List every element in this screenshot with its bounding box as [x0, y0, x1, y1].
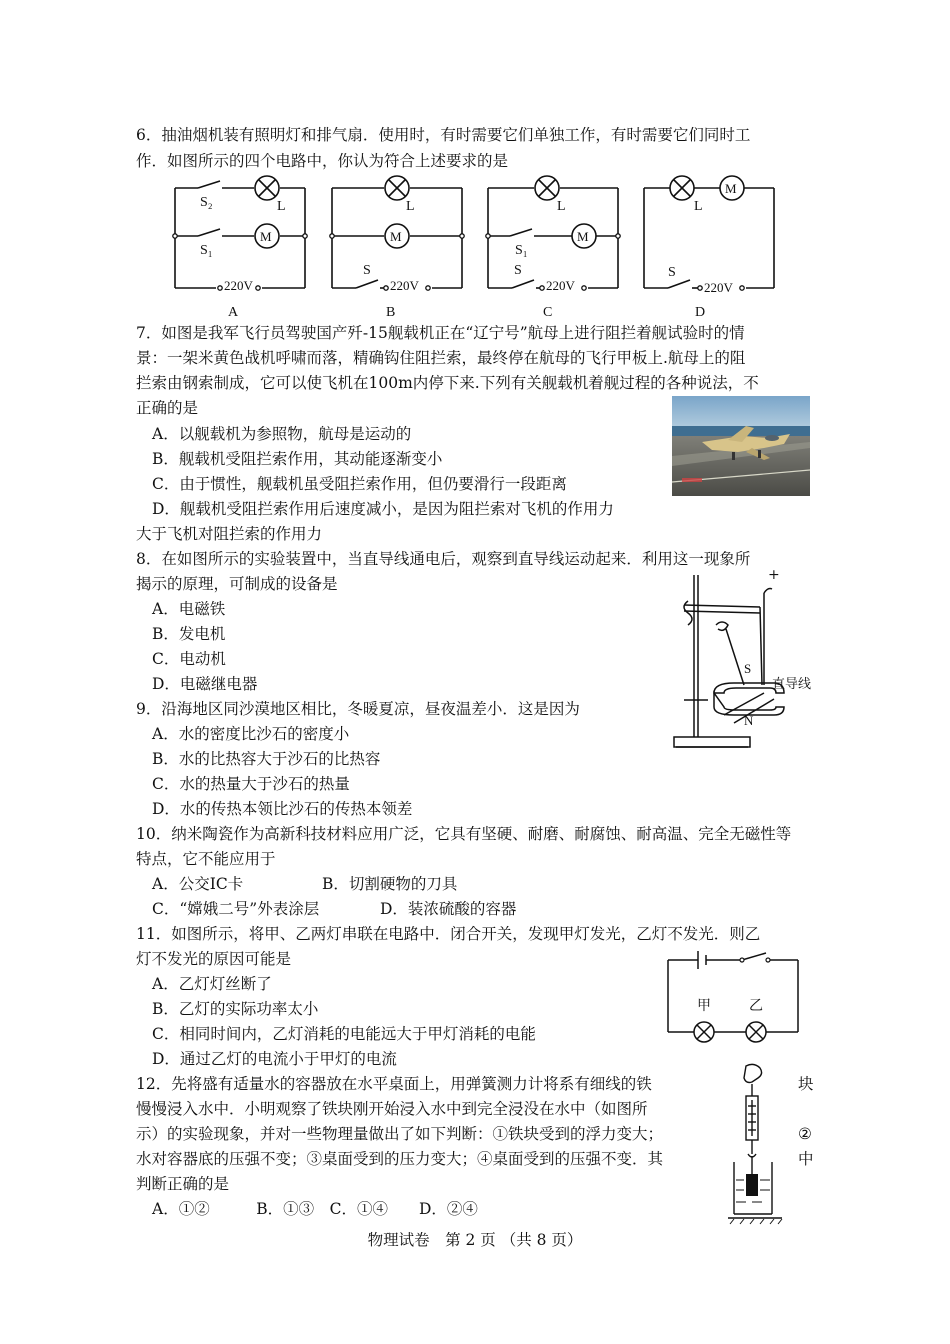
q10-stem-line2: 特点，它不能应用于: [136, 850, 276, 868]
q11-stem-line1: 11．如图所示，将甲、乙两灯串联在电路中．闭合开关，发现甲灯发光，乙灯不发光．则乙: [136, 925, 761, 943]
q7-option-d-cont: 大于飞机对阻拦索的作用力: [136, 525, 323, 543]
label-v-c: 220V: [546, 278, 575, 293]
lamp-yi-label: 乙: [749, 998, 763, 1014]
q7-option-a: A．以舰载机为参照物，航母是运动的: [152, 425, 412, 443]
label-s-b: S: [363, 263, 371, 278]
q10-option-b: B．切割硬物的刀具: [322, 875, 458, 893]
label-m-a: M: [260, 229, 272, 244]
q9-option-c: C．水的热量大于沙石的热量: [152, 775, 350, 793]
q11-stem-line2: 灯不发光的原因可能是: [136, 950, 292, 968]
label-s1-c: S₁: [515, 243, 528, 258]
q11-option-c: C．相同时间内，乙灯消耗的电能远大于甲灯消耗的电能: [152, 1025, 536, 1043]
q12-options: A．①② B．①③ C．①④ D．②④: [152, 1200, 478, 1218]
q12-tail-1: 块: [798, 1075, 814, 1093]
label-s2-a: S₂: [200, 195, 213, 210]
q7-stem-line1: 7．如图是我军飞行员驾驶国产歼-15舰载机正在“辽宁号”航母上进行阻拦着舰试验时的情: [136, 324, 745, 342]
series-lamp-circuit: [664, 948, 804, 1048]
q10-option-a: A．公交IC卡: [152, 875, 244, 893]
q6-stem-line2: 作．如图所示的四个电路中，你认为符合上述要求的是: [136, 152, 509, 170]
q8-option-c: C．电动机: [152, 650, 226, 668]
q10-option-c: C．“嫦娥二号”外表涂层: [152, 900, 320, 918]
wire-magnet-apparatus: [664, 565, 824, 760]
q7-stem-line2: 景：一架米黄色战机呼啸而落，精确钩住阻拦索，最终停在航母的飞行甲板上.航母上的阻: [136, 349, 746, 367]
q10-stem-line1: 10．纳米陶瓷作为高新科技材料应用广泛，它具有坚硬、耐磨、耐腐蚀、耐高温、完全无磁性等: [136, 825, 792, 843]
q11-option-a: A．乙灯灯丝断了: [152, 975, 272, 993]
q6-stem-line1: 6．抽油烟机装有照明灯和排气扇．使用时，有时需要它们单独工作，有时需要它们同时工: [136, 126, 751, 144]
q12-tail-3: 中: [798, 1150, 814, 1168]
north-pole-label: N: [744, 713, 754, 728]
label-l-a: L: [277, 199, 286, 214]
q7-stem-line3: 拦索由钢索制成，它可以使飞机在100m内停下来.下列有关舰载机着舰过程的各种说法，不: [136, 374, 759, 392]
label-b: B: [386, 305, 396, 320]
q7-option-b: B．舰载机受阻拦索作用，其动能逐渐变小: [152, 450, 443, 468]
q8-option-a: A．电磁铁: [152, 600, 226, 618]
label-l-c: L: [557, 199, 566, 214]
label-s-d: S: [668, 265, 676, 280]
label-s-c: S: [514, 263, 522, 278]
label-a: A: [228, 305, 239, 320]
label-d: D: [695, 305, 706, 320]
q9-option-b: B．水的比热容大于沙石的比热容: [152, 750, 381, 768]
q9-stem-line1: 9．沿海地区同沙漠地区相比，冬暖夏凉，昼夜温差小．这是因为: [136, 700, 580, 718]
q12-stem-line1: 12．先将盛有适量水的容器放在水平桌面上，用弹簧测力计将系有细线的铁: [136, 1075, 652, 1093]
q8-stem-line1: 8．在如图所示的实验装置中，当直导线通电后，观察到直导线运动起来．利用这一现象所: [136, 550, 751, 568]
q8-option-b: B．发电机: [152, 625, 226, 643]
label-l-b: L: [406, 199, 415, 214]
q8-option-d: D．电磁继电器: [152, 675, 258, 693]
label-m-d: M: [725, 181, 737, 196]
lamp-jia-label: 甲: [697, 998, 711, 1014]
south-pole-label: S: [744, 661, 752, 676]
q12-stem-line2: 慢慢浸入水中．小明观察了铁块刚开始浸入水中到完全浸没在水中（如图所: [136, 1100, 648, 1118]
q8-stem-line2: 揭示的原理，可制成的设备是: [136, 575, 338, 593]
spring-scale-beaker-figure: [724, 1062, 790, 1228]
label-c: C: [543, 305, 553, 320]
q10-option-d: D．装浓硫酸的容器: [380, 900, 517, 918]
q12-stem-line4: 水对容器底的压强不变；③桌面受到的压力变大；④桌面受到的压强不变．其: [136, 1150, 664, 1168]
q7-option-d: D．舰载机受阻拦索作用后速度减小，是因为阻拦索对飞机的作用力: [152, 500, 614, 518]
label-s1-a: S₁: [200, 243, 213, 258]
q6-circuit-diagrams: [160, 172, 790, 320]
label-v-a: 220V: [224, 278, 253, 293]
q9-option-d: D．水的传热本领比沙石的传热本领差: [152, 800, 413, 818]
q11-option-d: D．通过乙灯的电流小于甲灯的电流: [152, 1050, 397, 1068]
q11-option-b: B．乙灯的实际功率太小: [152, 1000, 319, 1018]
q12-stem-line3: 示）的实验现象，并对一些物理量做出了如下判断：①铁块受到的浮力变大；: [136, 1125, 664, 1143]
q12-stem-line5: 判断正确的是: [136, 1175, 230, 1193]
label-v-d: 220V: [704, 280, 733, 295]
q7-stem-line4: 正确的是: [136, 399, 199, 417]
plus-terminal-label: +: [768, 567, 780, 583]
straight-wire-label: 直导线: [772, 677, 812, 692]
q7-option-c: C．由于惯性，舰载机虽受阻拦索作用，但仍要滑行一段距离: [152, 475, 567, 493]
label-m-c: M: [577, 229, 589, 244]
page-footer: 物理试卷 第 2 页 （共 8 页）: [367, 1231, 583, 1249]
label-v-b: 220V: [390, 278, 419, 293]
q9-option-a: A．水的密度比沙石的密度小: [152, 725, 350, 743]
label-m-b: M: [390, 229, 402, 244]
q12-tail-2: ②: [798, 1125, 812, 1143]
label-l-d: L: [694, 199, 703, 214]
carrier-jet-photo: [672, 396, 810, 496]
